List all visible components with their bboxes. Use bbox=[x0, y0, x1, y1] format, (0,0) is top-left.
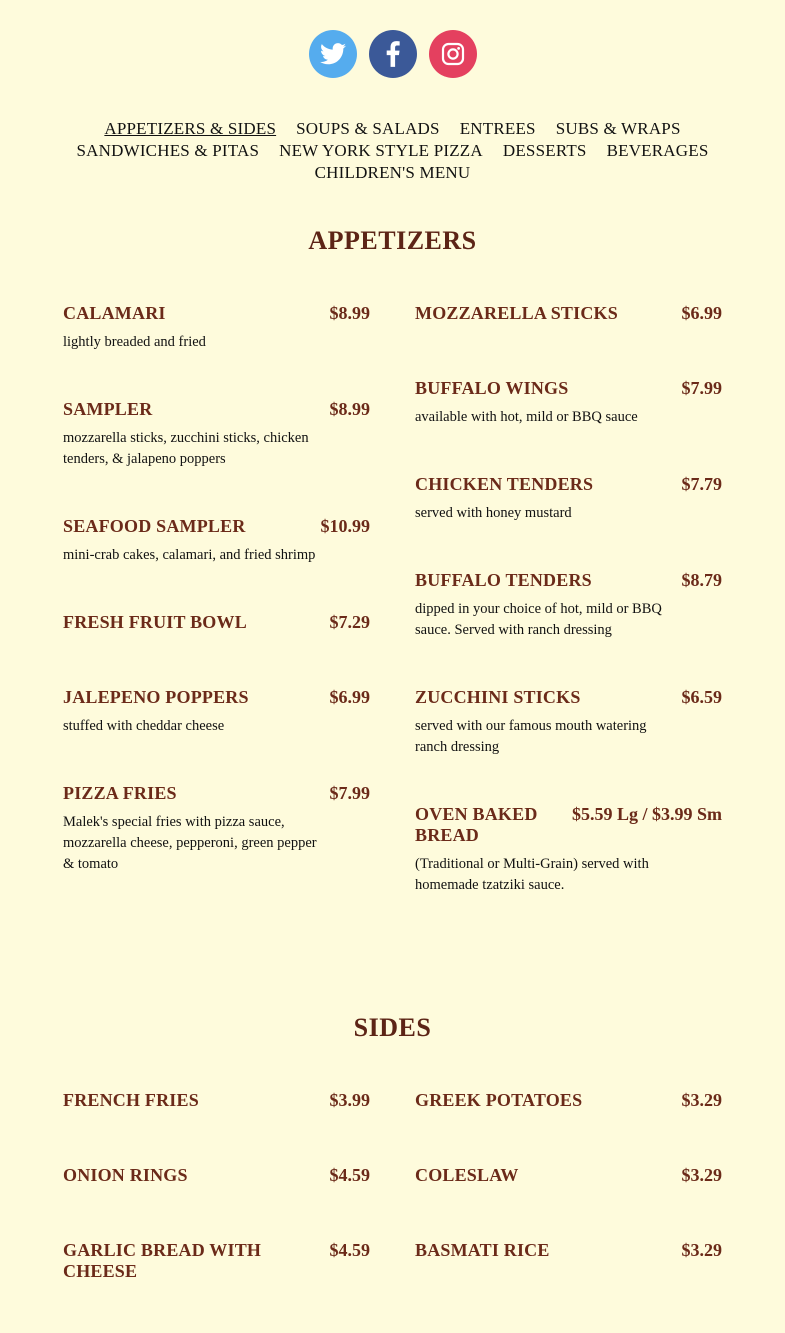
menu-item-chicken-tenders bbox=[415, 474, 722, 524]
item-price: $3.29 bbox=[681, 1090, 722, 1110]
item-price: $6.99 bbox=[329, 687, 370, 707]
item-description: served with our famous mouth watering ranch dressing bbox=[415, 718, 647, 755]
menu-item-garlic-bread-with-cheese bbox=[63, 1240, 370, 1282]
nav-row bbox=[40, 162, 745, 184]
menu-item-oven-baked-bread bbox=[415, 804, 722, 896]
item-description: mini-crab cakes, calamari, and fried shrimp bbox=[63, 547, 316, 563]
item-price: $8.79 bbox=[681, 570, 722, 590]
item-name: MOZZARELLA STICKS bbox=[415, 303, 618, 323]
item-name: GARLIC BREAD WITH CHEESE bbox=[63, 1240, 262, 1281]
nav-sandwiches-pitas[interactable]: SANDWICHES & PITAS bbox=[76, 141, 260, 160]
menu-item-coleslaw bbox=[415, 1165, 722, 1186]
item-name: COLESLAW bbox=[415, 1165, 519, 1185]
menu-item-seafood-sampler bbox=[63, 516, 370, 566]
item-price: $7.79 bbox=[681, 474, 722, 494]
item-description: dipped in your choice of hot, mild or BBQ sauce. Served with ranch dressing bbox=[415, 601, 662, 638]
facebook-icon bbox=[386, 41, 400, 67]
item-name: FRESH FRUIT BOWL bbox=[63, 612, 247, 632]
menu-item-onion-rings bbox=[63, 1165, 370, 1186]
item-price: $10.99 bbox=[320, 516, 370, 536]
menu-item-greek-potatoes bbox=[415, 1090, 722, 1111]
nav-beverages[interactable]: BEVERAGES bbox=[606, 141, 709, 160]
menu-item-sampler bbox=[63, 399, 370, 470]
twitter-icon bbox=[320, 43, 346, 65]
item-price: $8.99 bbox=[329, 399, 370, 419]
item-name: GREEK POTATOES bbox=[415, 1090, 583, 1110]
item-description: lightly breaded and fried bbox=[63, 334, 206, 350]
item-price: $6.59 bbox=[681, 687, 722, 707]
item-name: BUFFALO WINGS bbox=[415, 378, 569, 398]
menu-item-zucchini-sticks bbox=[415, 687, 722, 758]
item-description: served with honey mustard bbox=[415, 505, 572, 521]
menu-item-mozzarella-sticks bbox=[415, 303, 722, 324]
nav-childrens-menu[interactable]: CHILDREN'S MENU bbox=[314, 163, 471, 182]
item-description: (Traditional or Multi-Grain) served with homemade tzatziki sauce. bbox=[415, 856, 649, 893]
twitter-button[interactable] bbox=[309, 30, 357, 78]
item-price: $7.99 bbox=[681, 378, 722, 398]
item-price: $4.59 bbox=[329, 1240, 370, 1260]
item-name: FRENCH FRIES bbox=[63, 1090, 199, 1110]
menu-item-buffalo-wings bbox=[415, 378, 722, 428]
sides-title: SIDES bbox=[353, 1013, 432, 1042]
item-description: available with hot, mild or BBQ sauce bbox=[415, 409, 638, 425]
item-name: CALAMARI bbox=[63, 303, 166, 323]
item-name: BASMATI RICE bbox=[415, 1240, 550, 1260]
instagram-button[interactable] bbox=[429, 30, 477, 78]
nav-subs-wraps[interactable]: SUBS & WRAPS bbox=[555, 119, 681, 138]
instagram-icon bbox=[441, 42, 465, 66]
item-name: JALEPENO POPPERS bbox=[63, 687, 249, 707]
item-price: $7.99 bbox=[329, 783, 370, 803]
item-name: ONION RINGS bbox=[63, 1165, 188, 1185]
menu-item-buffalo-tenders bbox=[415, 570, 722, 641]
item-name: SAMPLER bbox=[63, 399, 153, 419]
item-price: $3.99 bbox=[329, 1090, 370, 1110]
menu-item-calamari bbox=[63, 303, 370, 353]
item-name: CHICKEN TENDERS bbox=[415, 474, 594, 494]
item-name: OVEN BAKED BREAD bbox=[415, 804, 538, 845]
item-description: stuffed with cheddar cheese bbox=[63, 718, 225, 734]
menu-item-french-fries bbox=[63, 1090, 370, 1111]
menu-item-pizza-fries bbox=[63, 783, 370, 875]
item-price: $4.59 bbox=[329, 1165, 370, 1185]
nav-entrees[interactable]: ENTREES bbox=[459, 119, 536, 138]
item-description: Malek's special fries with pizza sauce, mozzarella cheese, pepperoni, green pepper & tomato bbox=[63, 814, 317, 872]
item-name: ZUCCHINI STICKS bbox=[415, 687, 581, 707]
item-price: $6.99 bbox=[681, 303, 722, 323]
nav-row bbox=[40, 118, 745, 140]
nav-new-york-style-pizza[interactable]: NEW YORK STYLE PIZZA bbox=[279, 141, 483, 160]
menu-item-basmati-rice bbox=[415, 1240, 722, 1261]
item-price: $3.29 bbox=[681, 1240, 722, 1260]
item-price: $8.99 bbox=[329, 303, 370, 323]
item-name: BUFFALO TENDERS bbox=[415, 570, 592, 590]
facebook-button[interactable] bbox=[369, 30, 417, 78]
nav-soups-salads[interactable]: SOUPS & SALADS bbox=[296, 119, 440, 138]
nav-desserts[interactable]: DESSERTS bbox=[502, 141, 587, 160]
nav-appetizers-sides[interactable]: APPETIZERS & SIDES bbox=[104, 119, 277, 138]
appetizers-title: APPETIZERS bbox=[308, 226, 477, 255]
item-price: $5.59 Lg / $3.99 Sm bbox=[571, 804, 722, 824]
item-price: $3.29 bbox=[681, 1165, 722, 1185]
item-name: PIZZA FRIES bbox=[63, 783, 177, 803]
category-nav bbox=[40, 118, 745, 184]
social-links bbox=[0, 30, 785, 78]
nav-row bbox=[40, 140, 745, 162]
item-name: SEAFOOD SAMPLER bbox=[63, 516, 246, 536]
item-price: $7.29 bbox=[329, 612, 370, 632]
menu-item-jalepeno-poppers bbox=[63, 687, 370, 737]
menu-item-fresh-fruit-bowl bbox=[63, 612, 370, 633]
item-description: mozzarella sticks, zucchini sticks, chicken tenders, & jalapeno poppers bbox=[63, 430, 309, 467]
